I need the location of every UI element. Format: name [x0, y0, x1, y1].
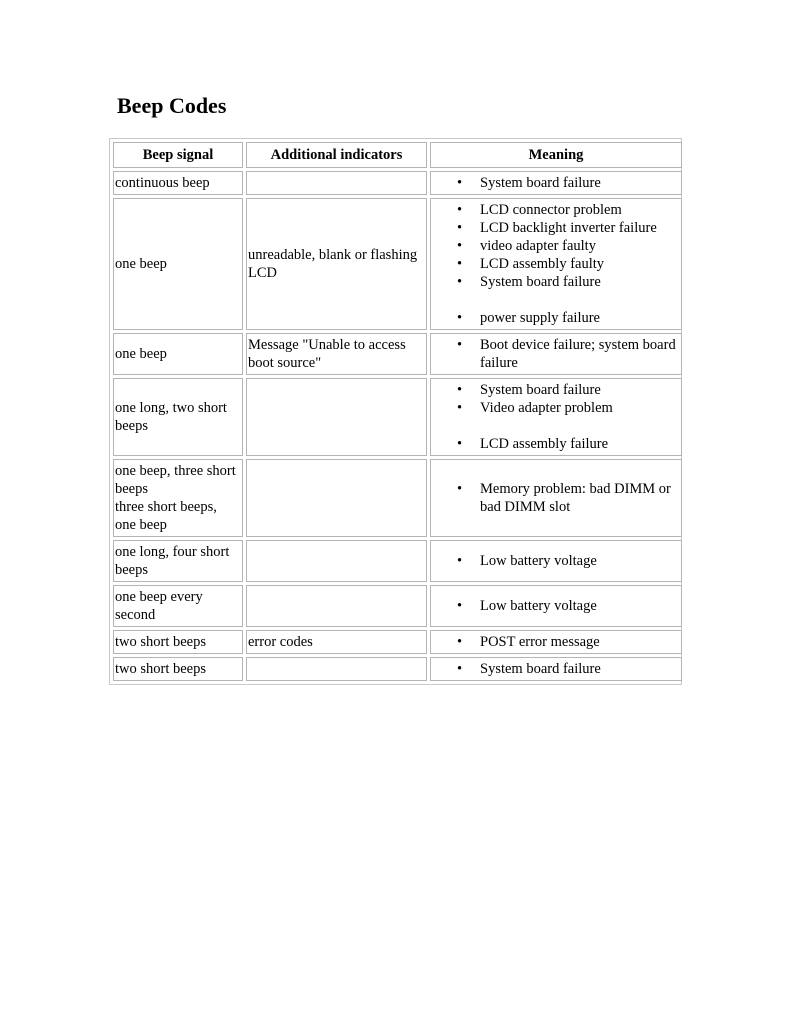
meaning-item: • POST error message	[432, 633, 680, 651]
meaning-item: • System board failure	[432, 174, 680, 192]
additional-indicators-cell	[246, 459, 427, 537]
beep-signal-cell: two short beeps	[113, 630, 243, 654]
meaning-item: • LCD connector problem	[432, 201, 680, 219]
header-additional-indicators: Additional indicators	[246, 142, 427, 168]
table-header-row	[113, 142, 682, 168]
beep-signal-cell: continuous beep	[113, 171, 243, 195]
meaning-list	[432, 381, 680, 453]
header-beep-signal: Beep signal	[113, 142, 243, 168]
table-row	[113, 630, 682, 654]
meaning-item: • Video adapter problem	[432, 399, 680, 417]
additional-indicators-cell: error codes	[246, 630, 427, 654]
meaning-cell	[430, 540, 682, 582]
meaning-item: • System board failure	[432, 381, 680, 399]
meaning-cell	[430, 378, 682, 456]
meaning-list	[432, 633, 680, 651]
table-row	[113, 333, 682, 375]
meaning-cell	[430, 333, 682, 375]
meaning-item: • Low battery voltage	[432, 552, 680, 570]
meaning-cell	[430, 198, 682, 330]
meaning-item: • System board failure	[432, 660, 680, 678]
table-row	[113, 171, 682, 195]
meaning-cell	[430, 585, 682, 627]
meaning-item: • power supply failure	[432, 309, 680, 327]
meaning-list	[432, 336, 680, 372]
meaning-list	[432, 174, 680, 192]
beep-signal-line: three short beeps, one beep	[115, 499, 217, 533]
table-row	[113, 585, 682, 627]
meaning-item: • Boot device failure; system board failure	[432, 336, 680, 372]
meaning-list	[432, 480, 680, 516]
meaning-item: • Low battery voltage	[432, 597, 680, 615]
meaning-item: • Memory problem: bad DIMM or bad DIMM slot	[432, 480, 680, 516]
table-row	[113, 657, 682, 681]
beep-signal-cell: one beep	[113, 333, 243, 375]
table-row	[113, 540, 682, 582]
meaning-item: • LCD backlight inverter failure	[432, 219, 680, 237]
beep-signal-cell	[113, 459, 243, 537]
table-row	[113, 198, 682, 330]
beep-signal-cell: one long, two short beeps	[113, 378, 243, 456]
meaning-item: • LCD assembly faulty	[432, 255, 680, 273]
beep-codes-table	[110, 139, 685, 684]
meaning-cell	[430, 459, 682, 537]
beep-codes-table-frame	[109, 138, 682, 685]
meaning-list	[432, 660, 680, 678]
additional-indicators-cell	[246, 657, 427, 681]
meaning-item: • System board failure	[432, 273, 680, 291]
meaning-item: • video adapter faulty	[432, 237, 680, 255]
additional-indicators-cell	[246, 585, 427, 627]
beep-signal-cell: one beep	[113, 198, 243, 330]
additional-indicators-cell: Message "Unable to access boot source"	[246, 333, 427, 375]
beep-signal-cell: two short beeps	[113, 657, 243, 681]
additional-indicators-cell	[246, 378, 427, 456]
beep-signal-cell: one beep every second	[113, 585, 243, 627]
meaning-list	[432, 552, 680, 570]
meaning-list	[432, 597, 680, 615]
additional-indicators-cell	[246, 540, 427, 582]
table-row	[113, 459, 682, 537]
beep-signal-cell: one long, four short beeps	[113, 540, 243, 582]
meaning-cell	[430, 171, 682, 195]
meaning-list	[432, 201, 680, 327]
additional-indicators-cell: unreadable, blank or flashing LCD	[246, 198, 427, 330]
header-meaning: Meaning	[430, 142, 682, 168]
beep-signal-line: one beep, three short beeps	[115, 463, 236, 497]
meaning-cell	[430, 630, 682, 654]
meaning-cell	[430, 657, 682, 681]
page-title: Beep Codes	[117, 93, 227, 118]
meaning-item: • LCD assembly failure	[432, 435, 680, 453]
additional-indicators-cell	[246, 171, 427, 195]
table-row	[113, 378, 682, 456]
